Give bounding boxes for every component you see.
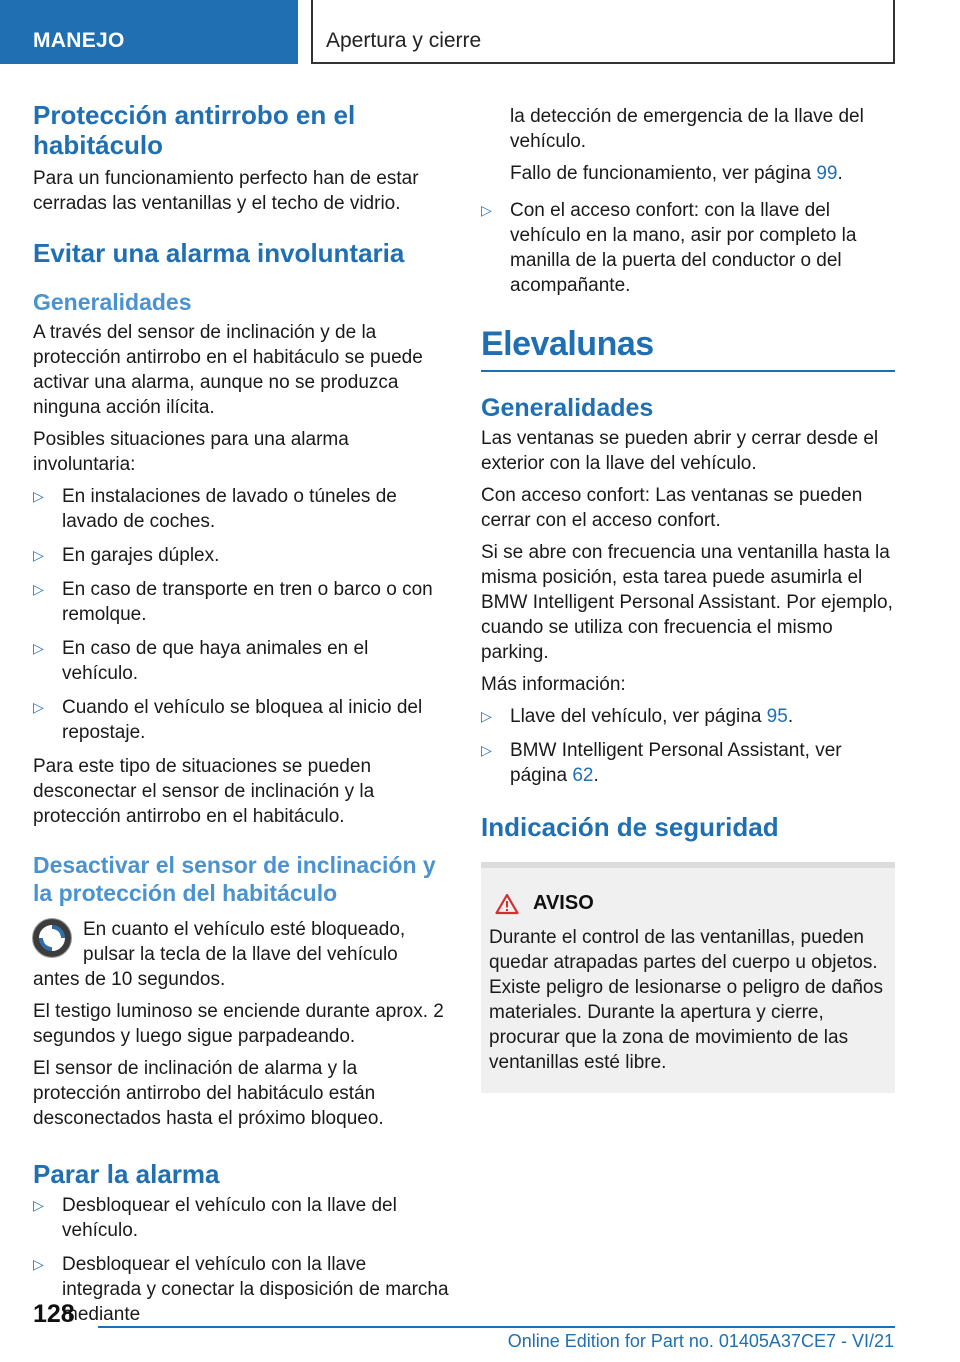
warning-header — [489, 892, 887, 915]
triangle-bullet-icon: ▷ — [33, 488, 44, 504]
list-mas-info — [481, 704, 895, 788]
section-tab — [0, 0, 298, 64]
list-item-text: Desbloquear el vehículo con la llave del vehículo. — [62, 1195, 397, 1241]
right-column — [481, 104, 895, 1093]
paragraph-desactivar-3: El sensor de inclinación de alarma y la protección antirrobo del habitáculo están desconectados hasta el próximo bloqueo. — [33, 1058, 384, 1129]
list-item — [33, 695, 449, 745]
list-item — [33, 636, 449, 686]
warning-box — [481, 862, 895, 1093]
list-item-text: BMW Intelligent Personal Assistant, ver página — [510, 740, 842, 786]
list-item-text: En caso de que haya animales en el vehículo. — [62, 638, 369, 684]
continued-text: la detección de emergencia de la llave del vehículo. — [510, 106, 864, 152]
warning-label: AVISO — [533, 892, 594, 914]
page-link-62[interactable]: 62 — [572, 765, 594, 786]
heading-proteccion: Protección antirrobo en el habitáculo — [33, 100, 356, 160]
warning-text: Durante el control de las ventanillas, pueden quedar atrapadas partes del cuerpo u objetos. Existe peligro de lesionarse o peligro de daños materiales. Durante la apertura y cierre, procurar que la zona de movimiento de las ventanillas esté libre. — [489, 927, 883, 1073]
chapter-tab — [311, 0, 895, 64]
list-item — [33, 1193, 449, 1243]
list-situaciones — [33, 484, 449, 745]
list-item-text: En instalaciones de lavado o túneles de lavado de coches. — [62, 486, 397, 532]
paragraph-elevalunas-2: Con acceso confort: Las ventanas se pueden cerrar con el acceso confort. — [481, 485, 863, 531]
list-item-text: Desbloquear el vehículo con la llave integrada y conectar la disposición de marcha mediante — [62, 1254, 449, 1325]
heading-generalidades-left: Generalidades — [33, 289, 192, 315]
triangle-bullet-icon: ▷ — [33, 699, 44, 715]
left-column — [33, 100, 449, 1336]
edition-text: Online Edition for Part no. 01405A37CE7 - VI/21 — [507, 1331, 894, 1351]
continued-reference — [481, 161, 895, 186]
list-item-text: En caso de transporte en tren o barco o con remolque. — [62, 579, 433, 625]
list-item-end: . — [787, 706, 794, 727]
page-number: 128 — [33, 1300, 75, 1328]
list-item — [33, 543, 449, 568]
warning-triangle-icon — [495, 893, 519, 915]
paragraph-general-1: A través del sensor de inclinación y de la protección antirrobo en el habitáculo se puede activar una alarma, aunque no se produzca ninguna acción ilícita. — [33, 322, 423, 418]
triangle-bullet-icon: ▷ — [33, 640, 44, 656]
list-item-text: Llave del vehículo, ver página — [510, 706, 767, 727]
paragraph-general-3: Para este tipo de situaciones se pueden desconectar el sensor de inclinación y la protección antirrobo en el habitáculo. — [33, 756, 375, 827]
triangle-bullet-icon: ▷ — [33, 581, 44, 597]
heading-elevalunas: Elevalunas — [481, 324, 895, 372]
heading-seguridad: Indicación de seguridad — [481, 812, 779, 842]
heading-generalidades-right: Generalidades — [481, 394, 654, 422]
page-link-95[interactable]: 95 — [766, 706, 788, 727]
list-confort — [481, 198, 895, 298]
paragraph-desactivar-1: En cuanto el vehículo esté bloqueado, pulsar la tecla de la llave del vehículo antes de 10 segundos. — [33, 919, 406, 990]
list-item-text: Con el acceso confort: con la llave del vehículo en la mano, asir por completo la manilla de la puerta del conductor o del acompañante. — [510, 200, 857, 296]
list-item — [33, 577, 449, 627]
bmw-key-button-icon — [33, 919, 71, 957]
list-item-text: Cuando el vehículo se bloquea al inicio del repostaje. — [62, 697, 423, 743]
triangle-bullet-icon: ▷ — [33, 1256, 44, 1272]
heading-evitar-alarma: Evitar una alarma involuntaria — [33, 238, 405, 268]
key-instruction — [33, 917, 449, 992]
list-parar — [33, 1193, 449, 1327]
triangle-bullet-icon: ▷ — [33, 1197, 44, 1213]
footer-rule — [98, 1326, 895, 1328]
reference-end: . — [837, 163, 843, 184]
paragraph-elevalunas-3: Si se abre con frecuencia una ventanilla hasta la misma posición, esta tarea puede asumirla el BMW Intelligent Personal Assistant. Por ejemplo, cuando se utiliza con frecuencia el mismo parking. — [481, 542, 893, 663]
triangle-bullet-icon: ▷ — [481, 742, 492, 758]
triangle-bullet-icon: ▷ — [481, 202, 492, 218]
paragraph-desactivar-2: El testigo luminoso se enciende durante aprox. 2 segundos y luego sigue parpadeando. — [33, 1001, 444, 1047]
paragraph-proteccion: Para un funcionamiento perfecto han de estar cerradas las ventanillas y el techo de vidrio. — [33, 168, 419, 214]
page-link-99[interactable]: 99 — [816, 163, 838, 184]
heading-parar-alarma: Parar la alarma — [33, 1159, 220, 1189]
list-item — [481, 704, 895, 729]
list-item-end: . — [593, 765, 599, 786]
list-item — [33, 484, 449, 534]
list-item-text: En garajes dúplex. — [62, 545, 220, 566]
list-item — [481, 738, 895, 788]
triangle-bullet-icon: ▷ — [481, 708, 492, 724]
chapter-title: Apertura y cierre — [326, 29, 482, 52]
list-item — [481, 198, 895, 298]
list-item — [33, 1252, 449, 1327]
paragraph-elevalunas-1: Las ventanas se pueden abrir y cerrar desde el exterior con la llave del vehículo. — [481, 428, 879, 474]
paragraph-general-2: Posibles situaciones para una alarma involuntaria: — [33, 429, 349, 475]
triangle-bullet-icon: ▷ — [33, 547, 44, 563]
paragraph-mas-info: Más información: — [481, 674, 626, 695]
section-title: MANEJO — [33, 29, 125, 52]
reference-text: Fallo de funcionamiento, ver página — [510, 163, 817, 184]
heading-desactivar: Desactivar el sensor de inclinación y la protección del habitáculo — [33, 852, 436, 906]
